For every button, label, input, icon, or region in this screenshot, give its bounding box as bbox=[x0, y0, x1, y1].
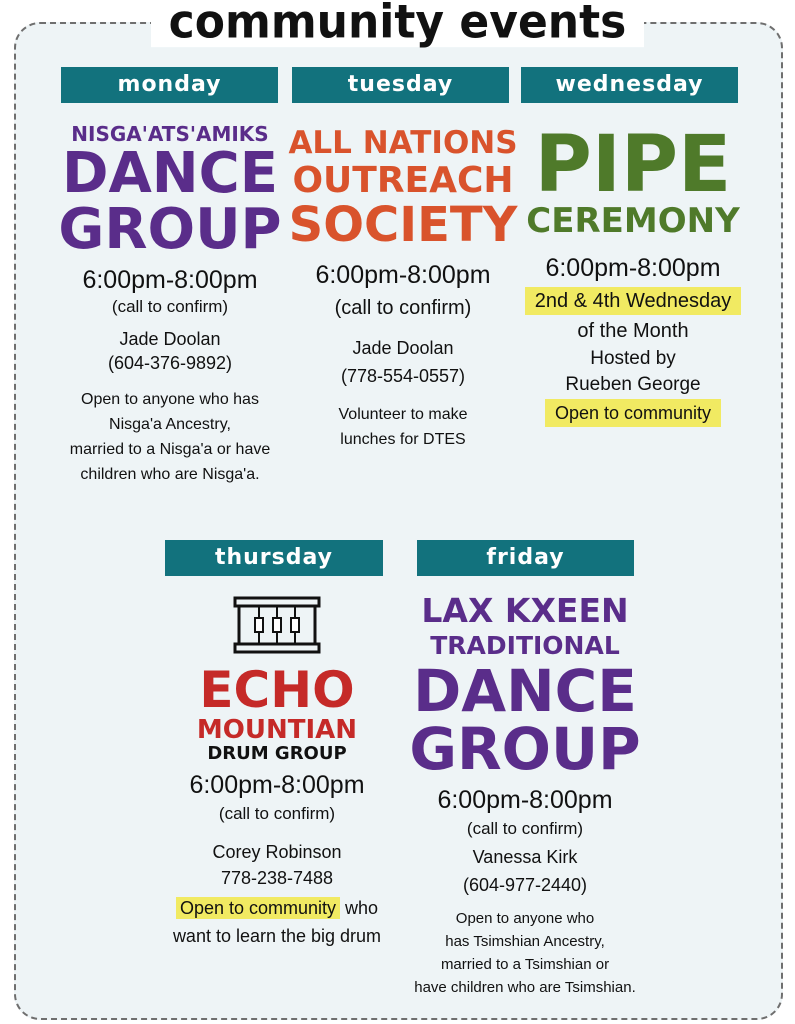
event-confirm: (call to confirm) bbox=[218, 804, 336, 823]
event-tuesday bbox=[283, 125, 523, 452]
event-title-line2: OUTREACH bbox=[292, 160, 514, 201]
event-monday bbox=[50, 124, 290, 487]
event-desc: Volunteer to make bbox=[338, 406, 468, 423]
hosted-by: Hosted by bbox=[590, 348, 676, 369]
event-title-line2: MOUNTIAN bbox=[196, 715, 358, 745]
contact-phone: (604-376-9892) bbox=[107, 353, 233, 373]
contact-name: Corey Robinson bbox=[212, 842, 342, 862]
event-desc: has Tsimshian Ancestry, bbox=[445, 933, 605, 950]
host-name: Rueben George bbox=[565, 374, 701, 395]
event-title-line2: GROUP bbox=[58, 197, 282, 262]
day-header-thursday: thursday bbox=[165, 540, 383, 576]
contact-phone: 778-238-7488 bbox=[220, 868, 334, 888]
event-friday bbox=[405, 591, 645, 999]
event-thursday bbox=[157, 596, 397, 948]
event-schedule-2: of the Month bbox=[577, 320, 689, 342]
open-note bbox=[513, 401, 753, 425]
event-wednesday bbox=[513, 120, 753, 425]
contact-phone: (778-554-0557) bbox=[340, 366, 466, 386]
event-time: 6:00pm-8:00pm bbox=[315, 261, 491, 289]
event-desc: married to a Tsimshian or bbox=[440, 956, 610, 973]
schedule-highlight: 2nd & 4th Wednesday bbox=[525, 287, 741, 315]
day-header-monday: monday bbox=[61, 67, 278, 103]
event-time: 6:00pm-8:00pm bbox=[189, 771, 365, 799]
event-desc: children who are Nisga'a. bbox=[80, 466, 260, 483]
event-title-line1: DANCE bbox=[61, 141, 279, 206]
open-highlight: Open to community bbox=[176, 897, 340, 919]
contact-phone: (604-977-2440) bbox=[462, 875, 588, 895]
event-desc-2: want to learn the big drum bbox=[172, 926, 382, 946]
event-title-line3: SOCIETY bbox=[288, 197, 518, 253]
event-desc: lunches for DTES bbox=[340, 431, 466, 448]
day-header-wednesday: wednesday bbox=[521, 67, 738, 103]
event-title-line2: CEREMONY bbox=[526, 201, 740, 241]
event-title-line3: DRUM GROUP bbox=[207, 743, 347, 764]
event-time: 6:00pm-8:00pm bbox=[437, 786, 613, 814]
event-confirm: (call to confirm) bbox=[334, 297, 472, 319]
event-desc-rest: who bbox=[340, 898, 379, 918]
event-desc: Open to anyone who has bbox=[81, 391, 259, 408]
event-confirm: (call to confirm) bbox=[466, 819, 584, 838]
page-title: community events bbox=[151, 0, 645, 47]
event-desc: Open to anyone who bbox=[455, 910, 595, 927]
event-title-line4: GROUP bbox=[409, 715, 641, 783]
event-schedule bbox=[513, 289, 753, 313]
event-title-line1: LAX KXEEN bbox=[421, 591, 629, 630]
day-header-tuesday: tuesday bbox=[292, 67, 509, 103]
event-desc: Nisga'a Ancestry, bbox=[109, 416, 231, 433]
event-title-line3: DANCE bbox=[413, 657, 637, 725]
event-title-line1: ALL NATIONS bbox=[288, 125, 518, 161]
contact-name: Jade Doolan bbox=[352, 338, 454, 358]
event-desc: have children who are Tsimshian. bbox=[414, 979, 636, 996]
day-header-friday: friday bbox=[417, 540, 634, 576]
event-title-line1: ECHO bbox=[199, 661, 355, 719]
event-desc bbox=[157, 896, 397, 920]
event-time: 6:00pm-8:00pm bbox=[545, 254, 721, 282]
title-wrap bbox=[0, 0, 795, 50]
event-subtitle: NISGA'ATS'AMIKS bbox=[71, 122, 269, 146]
event-desc: married to a Nisga'a or have bbox=[69, 441, 271, 458]
event-confirm: (call to confirm) bbox=[111, 297, 229, 316]
contact-name: Jade Doolan bbox=[119, 329, 221, 349]
event-time: 6:00pm-8:00pm bbox=[82, 266, 258, 294]
open-highlight: Open to community bbox=[545, 399, 721, 427]
event-title-line2: TRADITIONAL bbox=[430, 631, 620, 660]
event-title-line1: PIPE bbox=[534, 120, 732, 210]
contact-name: Vanessa Kirk bbox=[472, 847, 578, 867]
drum-icon bbox=[229, 596, 325, 656]
